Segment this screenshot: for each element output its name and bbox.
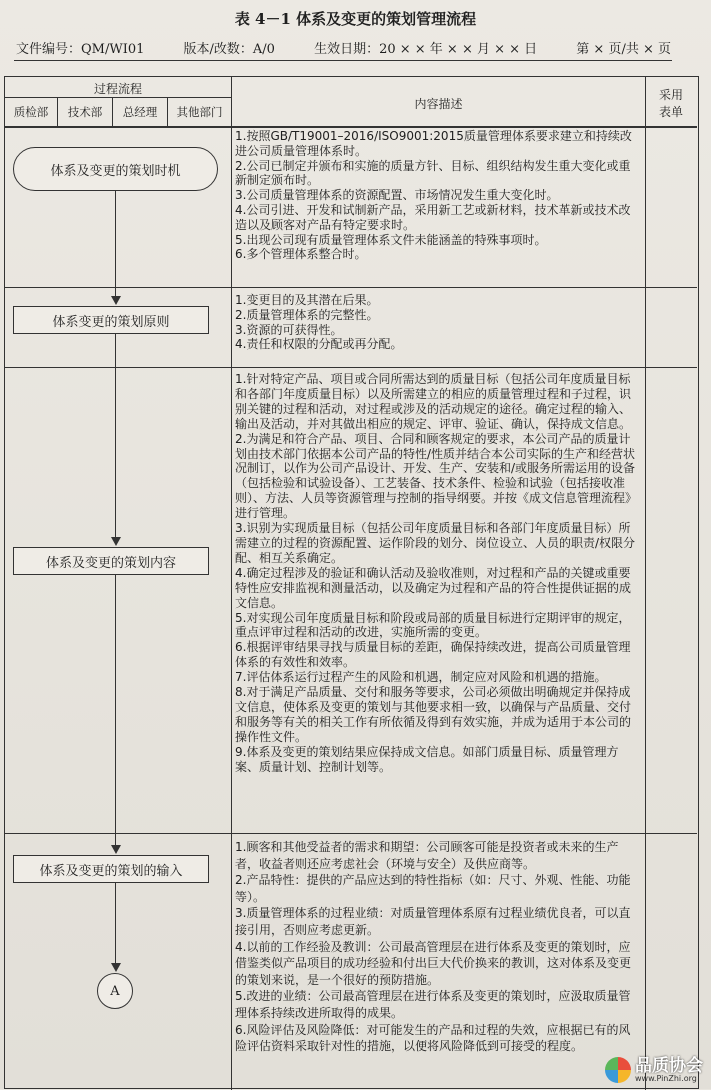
flow-step-timing	[13, 147, 218, 191]
dept-technical: 技术部	[67, 105, 103, 119]
list-item: 1.顾客和其他受益者的需求和期望：公司顾客可能是投资者或未来的生产者，收益者则还应考虑社会（环境与安全）及供应商等。	[235, 840, 619, 871]
document-title: 表 4－1 体系及变更的策划管理流程	[234, 10, 477, 28]
list-item: 4.以前的工作经验及教训：公司最高管理层在进行体系及变更的策划时，应借鉴类似产品项目的成功经验和付出巨大代价换来的教训，这对体系及变更的策划来说，是一个很好的预防措施。	[235, 939, 632, 987]
dept-quality: 质检部	[13, 105, 49, 119]
offpage-connector-label: A	[110, 983, 120, 999]
flow-step-content-label: 体系及变更的策划内容	[45, 555, 176, 571]
row-divider-1	[5, 287, 697, 288]
list-item: 2.质量管理体系的完整性。	[235, 307, 379, 322]
list-item: 2.为满足和符合产品、项目、合同和顾客规定的要求，本公司产品的质量计划由技术部门依据本公司产品的特性/性质并结合本公司实际的生产和经营状况制订，以作为公司产品设计、开发、生产、安装和/或服务所需运用的设备（包括检验和试验设备）、工艺装备、技术条件、检验和试验（包括接收准则）、方法、人员等资源管理与控制的指导纲要。并按《成文信息管理流程》进行管理。	[235, 431, 638, 521]
list-item: 3.资源的可获得性。	[235, 322, 343, 337]
dept-gm: 总经理	[122, 105, 158, 119]
list-item: 6.多个管理体系整合时。	[235, 247, 367, 262]
list-item: 6.风险评估及风险降低：对可能发生的产品和过程的失效，应根据已有的风险评估资料采取针对性的措施，以便将风险降低到可接受的程度。	[235, 1022, 631, 1054]
flow-step-input-label: 体系及变更的策划的输入	[39, 863, 183, 879]
list-item: 8.对于满足产品质量、交付和服务等要求，公司必须做出明确规定并保持成文信息，使体系及变更的策划与其他要求相一致，以确保与产品质量、交付和服务等有关的相关工作有所依循及得到有效实施，并成为适用于本公司的操作性文件。	[235, 685, 632, 744]
doc-number: 文件编号：QM/WI01	[16, 42, 145, 57]
list-item: 5.出现公司现有质量管理体系文件未能涵盖的特殊事项时。	[235, 232, 547, 247]
list-item: 3.识别为实现质量目标（包括公司年度质量目标和各部门年度质量目标）所需建立的过程的资源配置、运作阶段的划分、岗位设立、人员的职责/权限分配、相互关系确定。	[235, 521, 636, 565]
list-item: 4.确定过程涉及的验证和确认活动及验收准则，对过程和产品的关键或重要特性应安排监视和测量活动，以及确定为过程和产品的符合性提供证据的成文信息。	[235, 565, 632, 610]
flow-step-principles-label: 体系变更的策划原则	[52, 314, 170, 330]
flow-arrow-2-head	[111, 537, 121, 546]
flow-step-content	[13, 547, 209, 575]
col-divider-forms	[645, 77, 646, 1090]
list-item: 1.针对特定产品、项目或合同所需达到的质量目标（包括公司年度质量目标和各部门年度质量目标）以及所需建立的相应的质量管理过程和子过程，识别关键的过程和活动，对过程或涉及的活动规定的途径。确定过程的输入、输出及活动，并对其做出相应的规定、评审、验证、确认，保持成文信息。	[235, 372, 632, 431]
header-subdivider	[5, 97, 231, 98]
process-table	[4, 76, 699, 1089]
content-cell-principles	[235, 293, 642, 352]
site-watermark	[605, 1057, 703, 1083]
flow-arrow-1	[115, 191, 116, 296]
meta-underline	[14, 60, 672, 61]
list-item: 9.体系及变更的策划结果应保持成文信息。如部门质量目标、质量管理方案、质量计划、控制计划等。	[235, 744, 619, 774]
list-item: 4.责任和权限的分配或再分配。	[235, 337, 403, 352]
watermark-title: 品质协会	[635, 1055, 703, 1076]
flow-arrow-3-head	[111, 845, 121, 854]
list-item: 6.根据评审结果寻找与质量目标的差距，确保持续改进，提高公司质量管理体系的有效性和效率。	[235, 640, 631, 670]
flow-arrow-4-head	[111, 963, 121, 972]
pinzhi-logo-icon	[605, 1057, 631, 1083]
doc-version: 版本/改数：A/0	[183, 42, 275, 57]
flow-step-input	[13, 855, 209, 883]
list-item: 3.公司质量管理体系的资源配置、市场情况发生重大变化时。	[235, 188, 559, 203]
list-item: 3.质量管理体系的过程业绩：对质量管理体系原有过程业绩优良者，可以直接引用，否则应考虑更新。	[235, 906, 631, 937]
list-item: 1.按照GB/T19001–2016/ISO9001:2015质量管理体系要求建立和持续改进公司质量管理体系时。	[235, 129, 632, 158]
content-cell-planning	[235, 372, 642, 774]
flow-step-timing-label: 体系及变更的策划时机	[50, 163, 181, 179]
row-divider-3	[5, 833, 697, 834]
list-item: 7.评估体系运行过程产生的风险和机遇，制定应对风险和机遇的措施。	[235, 670, 607, 685]
list-item: 1.变更目的及其潜在后果。	[235, 293, 379, 307]
list-item: 2.产品特性：提供的产品应达到的特性指标（如：尺寸、外观、性能、功能等）。	[235, 873, 631, 904]
list-item: 5.对实现公司年度质量目标和阶段或局部的质量目标进行定期评审的规定，重点评审过程和活动的改进，实施所需的变更。	[235, 610, 631, 640]
content-cell-timing	[235, 129, 642, 262]
list-item: 4.公司引进、开发和试制新产品，采用新工艺或新材料，技术革新或技术改造以及顾客对产品有特定要求时。	[235, 202, 631, 232]
list-item: 2.公司已制定并颁布和实施的质量方针、目标、组织结构发生重大变化或重新制定颁布时。	[235, 158, 631, 188]
dept-other: 其他部门	[176, 105, 223, 119]
watermark-url: www.PinZhi.org	[635, 1073, 697, 1083]
flow-step-principles	[13, 306, 209, 334]
flow-arrow-3	[115, 575, 116, 845]
forms-header: 采用表单	[658, 88, 683, 119]
content-header: 内容描述	[414, 97, 463, 111]
document-meta-line	[16, 38, 671, 57]
list-item: 5.改进的业绩：公司最高管理层在进行体系及变更的策划时，应汲取质量管理体系持续改进所取得的成果。	[235, 989, 631, 1020]
flow-arrow-1-head	[111, 296, 121, 305]
row-divider-2	[5, 367, 697, 368]
flow-arrow-2	[115, 334, 116, 537]
col-divider-content	[231, 77, 232, 1090]
doc-effective-date: 生效日期：20 × × 年 × × 月 × × 日	[314, 42, 538, 57]
flow-arrow-4	[115, 883, 116, 963]
process-header: 过程流程	[93, 82, 142, 96]
doc-page-number: 第 × 页/共 × 页	[576, 42, 671, 57]
offpage-connector	[97, 973, 133, 1009]
header-bottom-line	[5, 126, 697, 128]
content-cell-input	[235, 839, 642, 1055]
